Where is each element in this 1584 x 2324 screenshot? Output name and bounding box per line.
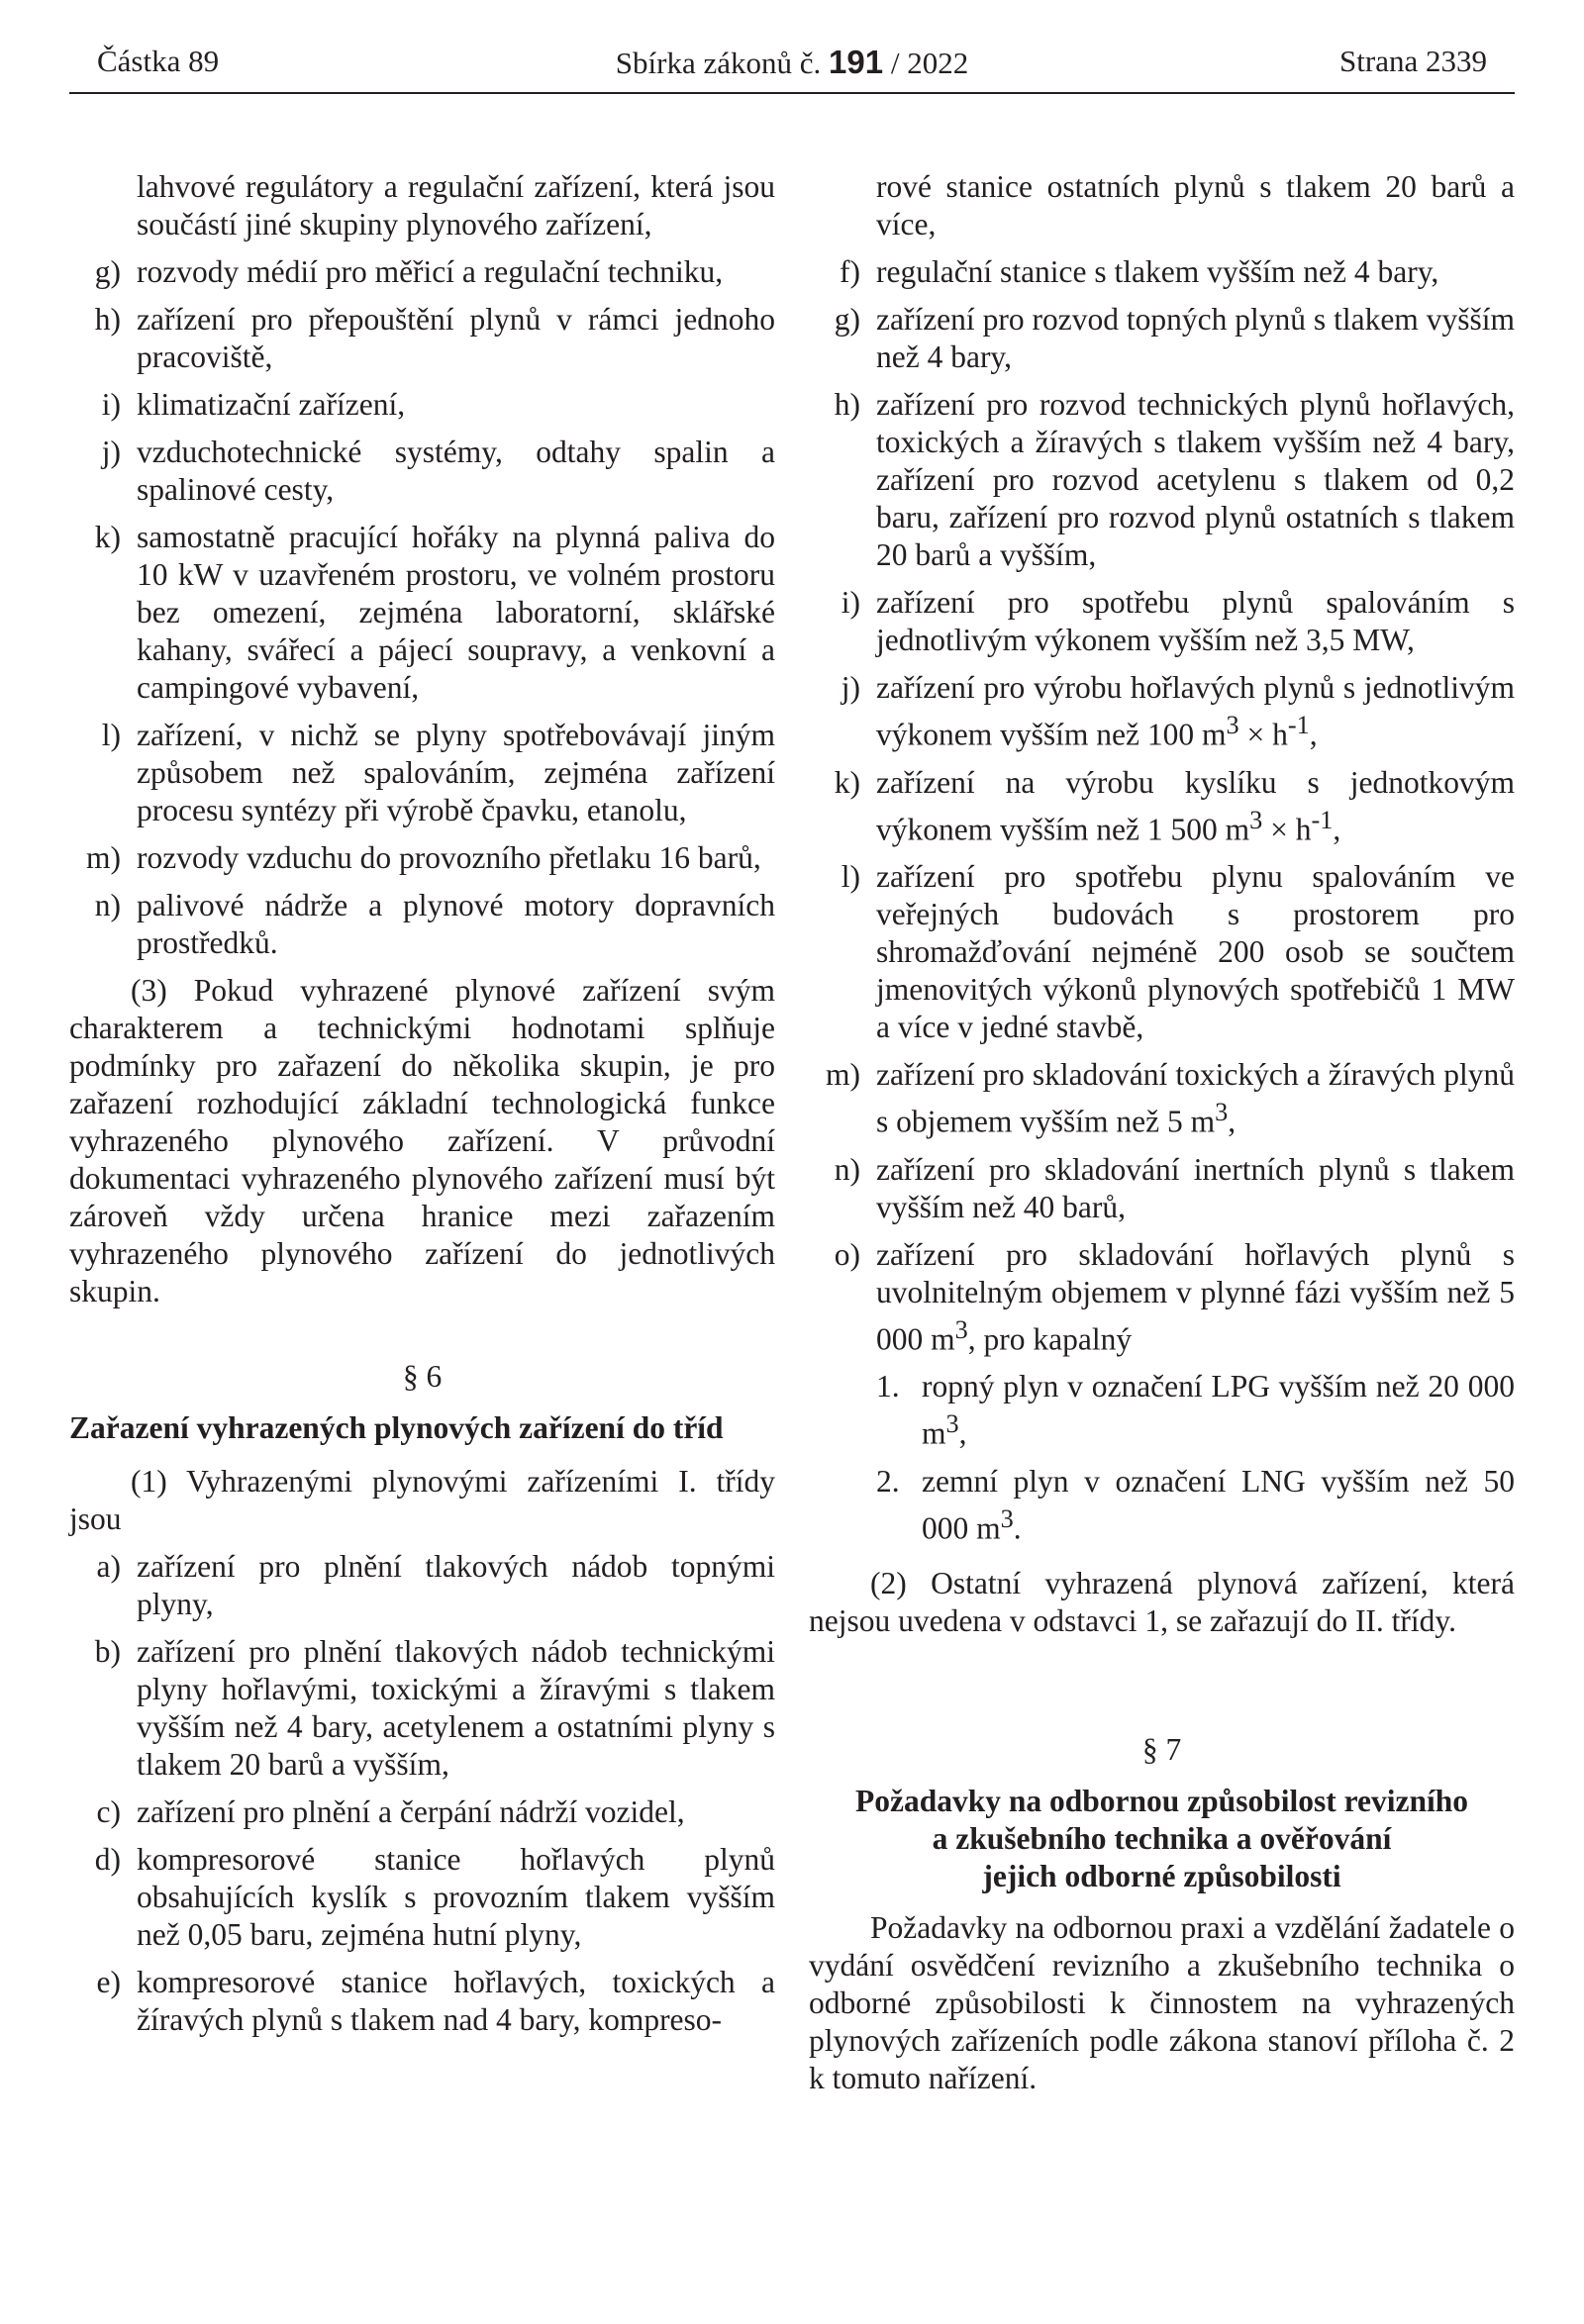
list-item-b <box>69 1633 775 1784</box>
list-item-o: o) zařízení pro skladování hořlavých plynů s uvolnitelným objemem v plynné fázi vyšším než 5 000 $m^3$, pro kapalný <box>834 1236 1515 1356</box>
list-item-text: zařízení pro rozvod topných plynů s tlakem vyšším než 4 bary, <box>876 302 1515 374</box>
list-item-label: c) <box>96 1794 121 1829</box>
list-item-label: k) <box>94 520 121 554</box>
list-item-label: n) <box>94 888 121 922</box>
continued-item-f: lahvové regulátory a regulační zařízení, která jsou součástí jiné skupiny plynového zařízení, <box>137 169 775 242</box>
list-item-l: l) zařízení pro spotřebu plynu spalováním ve veřejných budovách s prostorem pro shromažďování nejméně 200 osob se součtem jmenovitých výkonů plynových spotřebičů 1 MW a více v jedné stavbě, <box>841 859 1515 1044</box>
list-item-text: zařízení pro plnění tlakových nádob topnými plyny, <box>137 1549 775 1621</box>
list-item-text: zařízení pro plnění tlakových nádob technickými plyny hořlavými, toxickými a žíravými s tlakem vyšším než 4 bary, acetylenem a ostatními plyny s tlakem 20 barů a vyšším, <box>137 1634 775 1782</box>
list-item-label: e) <box>96 1965 121 1999</box>
list-item-text: palivové nádrže a plynové motory dopravních prostředků. <box>137 888 775 960</box>
section-6-heading: Zařazení vyhrazených plynových zařízení do tříd <box>69 1410 724 1445</box>
paragraph-7: Požadavky na odbornou praxi a vzdělání žadatele o vydání osvědčení revizního a zkušebního technika o odborné způsobilosti k činnostem na vyhrazených plynových zařízeních podle zákona stanoví příloha č. 2 k tomuto nařízení. <box>809 1910 1515 2095</box>
list-item-label: a) <box>96 1549 121 1584</box>
list-item-i <box>809 584 1515 659</box>
list-item-a <box>69 1548 775 1623</box>
list-item-n <box>69 887 775 962</box>
header-law-number: 191 <box>829 44 884 80</box>
list-item-text: zařízení pro rozvod technických plynů hořlavých, toxických a žíravých s tlakem vyšším než 4 bary, zařízení pro rozvod acetylenu s tlakem od 0,2 baru, zařízení pro rozvod plynů ostatních s tlakem 20 barů a vyšším, <box>876 387 1515 572</box>
list-item-text: regulační stanice s tlakem vyšším než 4 bary, <box>876 254 1439 289</box>
list-item-text: rozvody vzduchu do provozního přetlaku 16 barů, <box>137 840 761 875</box>
list-item-l <box>69 717 775 829</box>
header-collection-title: Sbírka zákonů č. 191 / 2022 <box>615 44 969 80</box>
header-rule <box>69 92 1515 94</box>
list-item-i <box>69 386 775 424</box>
list-item-j: j) zařízení pro výrobu hořlavých plynů s jednotlivým výkonem vyšším než 100 $m^3 \times h^{-1}$, <box>841 670 1515 752</box>
list-item-label: j) <box>101 435 121 469</box>
list-item-h <box>69 301 775 376</box>
list-item-label: g) <box>94 254 121 289</box>
list-item-text: klimatizační zařízení, <box>137 387 406 422</box>
list-item-label: h) <box>834 387 860 422</box>
continued-item-e: rové stanice ostatních plynů s tlakem 20 barů a více, <box>876 169 1515 242</box>
list-item-d <box>69 1841 775 1954</box>
section-6-mark: § 6 <box>402 1359 443 1394</box>
list-item-label: g) <box>834 302 860 337</box>
list-item-c <box>69 1793 775 1831</box>
right-column <box>809 168 1515 2107</box>
list-item-k: k) zařízení na výrobu kyslíku s jednotkovým výkonem vyšším než 1 500 $m^3 \times h^{-1}$, <box>834 764 1515 846</box>
section-7-heading: Požadavky na odbornou způsobilost revizního a zkušebního technika a ověřování jejich odborné způsobilosti <box>854 1784 1469 1893</box>
list-item-label: m) <box>86 840 121 875</box>
list-item-text: zařízení pro spotřebu plynů spalováním s jednotlivým výkonem vyšším než 3,5 MW, <box>876 585 1515 657</box>
list-item-m <box>69 839 775 877</box>
list-item-text: zařízení pro plnění a čerpání nádrží vozidel, <box>137 1794 685 1829</box>
list-item-g <box>809 301 1515 376</box>
list-item-h <box>809 386 1515 574</box>
paragraph-3: (3) Pokud vyhrazené plynové zařízení svým charakterem a technickými hodnotami splňuje podmínky pro zařazení do několika skupin, je pro zařazení rozhodující základní technologická funkce vyhrazeného plynového zařízení. V průvodní dokumentaci vyhrazeného plynového zařízení musí být zároveň vždy určena hranice mezi zařazením vyhrazeného plynového zařízení do jednotlivých skupin. <box>69 973 775 1308</box>
list-item-n: n) zařízení pro skladování inertních plynů s tlakem vyšším než 40 barů, <box>834 1151 1515 1224</box>
list-item-label: f) <box>840 254 860 289</box>
sub-item-1: 1. ropný plyn v označení LPG vyšším než 20 000 $m^3$, <box>876 1369 1515 1451</box>
list-item-e <box>69 1964 775 2039</box>
sub-item-2: 2. zemní plyn v označení LNG vyšším než 50 000 $m^3$. <box>876 1463 1515 1545</box>
left-column <box>69 168 775 2049</box>
paragraph-6-2: (2) Ostatní vyhrazená plynová zařízení, která nejsou uvedena v odstavci 1, se zařazují do II. třídy. <box>809 1566 1515 1638</box>
list-items-g-n <box>69 253 775 962</box>
list-item-label: h) <box>94 302 121 337</box>
list-item-text: zařízení, v nichž se plyny spotřebovávají jiným způsobem než spalováním, zejména zařízení procesu syntézy při výrobě čpavku, etanolu, <box>137 718 775 827</box>
header-part-number: Částka 89 <box>97 44 220 78</box>
list-item-text: rozvody médií pro měřicí a regulační techniku, <box>137 254 724 289</box>
list-item-m: m) zařízení pro skladování toxických a žíravých plynů s objemem vyšším než 5 $m^3$, <box>826 1057 1515 1139</box>
list-item-f <box>809 253 1515 291</box>
list-item-label: d) <box>94 1842 121 1877</box>
list-item-label: i) <box>101 387 121 422</box>
list-item-label: l) <box>101 718 121 752</box>
list-item-label: i) <box>841 585 860 620</box>
list-item-j <box>69 434 775 509</box>
list-item-k <box>69 519 775 707</box>
list-items-f-i <box>809 253 1515 659</box>
list-item-label: b) <box>94 1634 121 1669</box>
list-item-text: vzduchotechnické systémy, odtahy spalin a spalinové cesty, <box>137 435 775 507</box>
list-item-g <box>69 253 775 291</box>
paragraph-6-1: (1) Vyhrazenými plynovými zařízeními I. třídy jsou <box>69 1464 775 1536</box>
list-items-a-e <box>69 1548 775 2039</box>
section-7-mark: § 7 <box>1141 1732 1182 1767</box>
list-item-text: kompresorové stanice hořlavých plynů obsahujících kyslík s provozním tlakem vyšším než 0,05 baru, zejména hutní plyny, <box>137 1842 775 1952</box>
list-item-text: zařízení pro přepouštění plynů v rámci jednoho pracoviště, <box>137 302 775 374</box>
header-page-number: Strana 2339 <box>1339 44 1487 78</box>
page-header <box>69 44 1515 87</box>
list-item-text: kompresorové stanice hořlavých, toxických a žíravých plynů s tlakem nad 4 bary, kompreso- <box>137 1965 775 2037</box>
list-item-text: samostatně pracující hořáky na plynná paliva do 10 kW v uzavřeném prostoru, ve volném prostoru bez omezení, zejména laboratorní, sklářské kahany, svářecí a pájecí soupravy, a venkovní a campingové vybavení, <box>137 520 775 705</box>
